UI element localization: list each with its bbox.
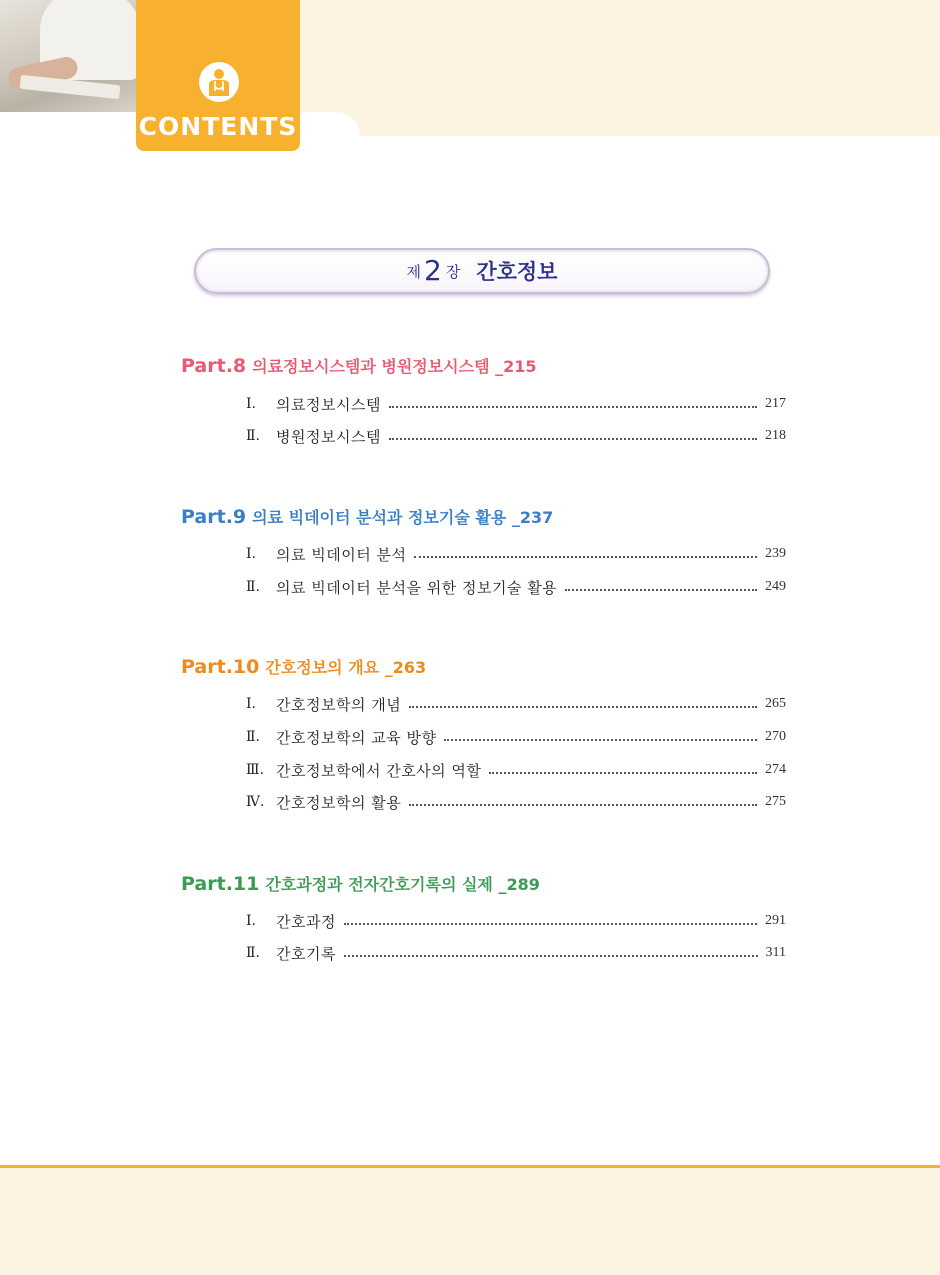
toc-entry-number: Ⅲ.: [246, 762, 264, 778]
dot-leader: [565, 589, 757, 591]
toc-entry-title: 의료정보시스템: [276, 395, 381, 414]
toc-entry-page: 270: [765, 729, 786, 744]
toc-entry[interactable]: [246, 910, 786, 932]
part-label: Part.9: [181, 506, 247, 528]
toc-entry-number: Ⅰ.: [246, 913, 256, 929]
toc-entry-page: 217: [765, 396, 786, 411]
chapter-title: 간호정보: [476, 260, 558, 284]
contents-title: CONTENTS: [138, 112, 298, 141]
dot-leader: [409, 804, 757, 806]
toc-entry-title: 간호정보학의 활용: [276, 793, 402, 812]
toc-entry[interactable]: [246, 393, 786, 415]
toc-entry-number: Ⅱ.: [246, 428, 260, 444]
toc-entry-page: 274: [765, 762, 786, 777]
dot-leader: [344, 923, 757, 925]
toc-entry-title: 의료 빅데이터 분석을 위한 정보기술 활용: [276, 578, 558, 597]
toc-entry[interactable]: [246, 942, 786, 964]
toc-entry-title: 간호정보학의 개념: [276, 695, 402, 714]
part-9-heading[interactable]: [181, 505, 553, 528]
toc-entry[interactable]: [246, 576, 786, 598]
part-label: Part.10: [181, 656, 260, 678]
chapter-number: 2: [424, 254, 442, 287]
toc-entry-number: Ⅰ.: [246, 546, 256, 562]
dot-leader: [409, 706, 757, 708]
nurse-icon: [199, 62, 239, 102]
toc-entry[interactable]: [246, 791, 786, 813]
part-10-heading[interactable]: [181, 655, 426, 678]
toc-entry-page: 311: [765, 945, 786, 960]
toc-entry-page: 275: [765, 794, 786, 809]
toc-entry[interactable]: [246, 425, 786, 447]
toc-entry-page: 239: [765, 546, 786, 561]
dot-leader: [444, 739, 757, 741]
part-8-heading[interactable]: [181, 354, 537, 377]
toc-entry-number: Ⅰ.: [246, 696, 256, 712]
toc-entry[interactable]: [246, 759, 786, 781]
dot-leader: [389, 406, 757, 408]
toc-entry[interactable]: [246, 693, 786, 715]
part-label: Part.8: [181, 355, 247, 377]
header-photo: [0, 0, 136, 112]
part-title: 간호과정과 전자간호기록의 실제 _289: [265, 875, 540, 894]
toc-entry-title: 간호정보학의 교육 방향: [276, 728, 437, 747]
toc-entry-number: Ⅳ.: [246, 794, 265, 810]
part-title: 의료정보시스템과 병원정보시스템 _215: [252, 357, 537, 376]
chapter-prefix: 제: [406, 262, 421, 281]
chapter-suffix: 장: [445, 262, 461, 281]
toc-entry-number: Ⅱ.: [246, 579, 260, 595]
toc-entry[interactable]: [246, 543, 786, 565]
toc-entry-page: 265: [765, 696, 786, 711]
toc-entry-title: 간호기록: [276, 944, 336, 963]
footer-band: [0, 1168, 940, 1275]
part-title: 간호정보의 개요 _263: [265, 658, 427, 677]
toc-entry-number: Ⅰ.: [246, 396, 256, 412]
part-label: Part.11: [181, 873, 260, 895]
part-11-heading[interactable]: [181, 872, 540, 895]
toc-entry-title: 의료 빅데이터 분석: [276, 545, 407, 564]
toc-entry-page: 218: [765, 428, 786, 443]
toc-entry-page: 291: [765, 913, 786, 928]
toc-entry-title: 간호과정: [276, 912, 336, 931]
part-title: 의료 빅데이터 분석과 정보기술 활용 _237: [252, 508, 554, 527]
toc-entry-page: 249: [765, 579, 786, 594]
toc-entry[interactable]: [246, 726, 786, 748]
dot-leader: [489, 772, 757, 774]
chapter-heading: [194, 248, 770, 294]
toc-entry-number: Ⅱ.: [246, 729, 260, 745]
toc-entry-number: Ⅱ.: [246, 945, 260, 961]
toc-entry-title: 간호정보학에서 간호사의 역할: [276, 761, 482, 780]
dot-leader: [414, 556, 757, 558]
dot-leader: [344, 955, 758, 957]
dot-leader: [389, 438, 757, 440]
header-band: [300, 0, 940, 136]
toc-entry-title: 병원정보시스템: [276, 427, 381, 446]
